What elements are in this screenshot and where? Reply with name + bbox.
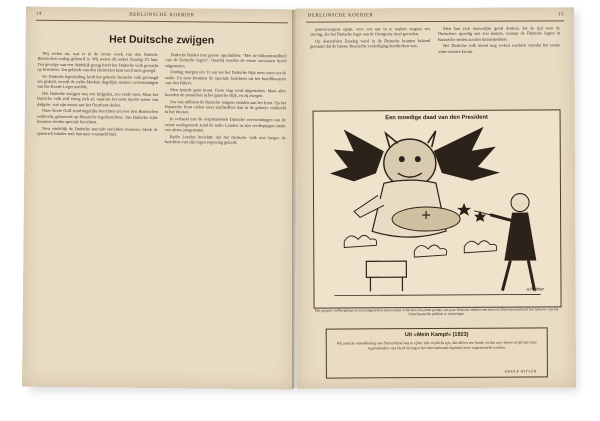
paragraph: Zondag morgen om 11 uur zei het Duitsche Rijk niets meer tot de radio. En toen kwamen de speciale berichten uit het hoofdkwartier van den Führer.: [165, 69, 287, 86]
right-page: [296, 7, 576, 388]
article-headline: Het Duitsche zwijgen: [109, 33, 215, 47]
paragraph: Duitsche bladen met groote opschriften: "Met de bliksemsnelheid van de Duitsche legers". Daarbij werden de eerste successen breed uitgemeten.: [165, 52, 287, 68]
left-column-1: [34, 51, 158, 377]
paragraph: Radio Londen berichtte dat het Duitsche volk niet langer de berichten van zijn eigen regeering gelooft.: [164, 133, 286, 145]
demon-eye: [399, 156, 405, 162]
right-page-number: 15: [558, 12, 565, 18]
demon-eye: [415, 156, 421, 162]
left-column-2: [162, 52, 286, 378]
bat-wing-right: [434, 127, 500, 181]
ground: [335, 294, 541, 295]
paragraph: Onze Korte Golf zond dagelijks berichten uit over den Russischen veldtocht, gebaseerd op Russische legerberichten. Van Duitsche zijde kwamen slechts speciale berichten.: [36, 108, 158, 125]
left-running-head: BERLIJNSCHE KOERIER: [129, 12, 195, 19]
paragraph: Toen eindelijk de Duitsche speciale berichten kwamen, bleek de opmarsch minder snel dan men voorspeld had.: [36, 125, 158, 137]
cartoon-title: Een moedige daad van den President: [385, 114, 488, 122]
quote-text: Wij zond de ontwikkeling van Duitschland nog te zijner tijd verplicht zijn, dat alleen een harde en dus zeer stoere strijd met onze tegenstanders van bleek tot tegen het internationale kapitaal meer ongewenscht worden.: [336, 340, 537, 351]
cloud: [344, 235, 376, 247]
left-header-rule: [36, 20, 288, 24]
paragraph: In verband met de verpletterende Duitsche overwinningen van de eerste oorlogsweek zond de radio Londen in zijn verdiepingen onder een nieuw programma.: [164, 116, 286, 133]
cartoon-illustration: [314, 110, 561, 307]
cloud: [464, 241, 496, 253]
right-header-rule: [306, 20, 564, 22]
left-page-number: 14: [35, 11, 42, 17]
quote-title: Uit »Mein Kampf« (1923): [404, 331, 469, 339]
paragraph: Zes van millioen de Duitsche jongens stonden aan het front. Op het Russische front vielen meer slachtoffers dan in de geheele veldtocht in het Westen.: [164, 98, 287, 115]
cloud: [414, 245, 446, 257]
paragraph: Men hoorde geen krant. Geen vlag werd uitgestoken. Maar alles hoorden de menschen in het gansche Rijk, en zij zwegen.: [165, 86, 287, 99]
president-arm: [490, 215, 512, 221]
paragraph: Het Duitsche zwijgen was een krijgslist, zoo zeide men. Maar het Duitsche volk zelf vroeg zich af, waarom het niets mocht weten van datgene, wat zijn zonen aan het Oostfront deden.: [36, 90, 159, 108]
cartoon-frame: [313, 109, 562, 308]
cartoon-caption: Met gepaste welbesparing en een aangestoken neuswarmer is het den President gelukt, een paar Duitsche duikbooten met een Duitschen buitenst het behoeve van het Amerikaansche publiek te vernietigen.: [314, 307, 559, 317]
quote-author: ADOLF HITLER: [504, 369, 537, 374]
paragraph: Het Duitsche volk moest nog weken wachten voordat het eerste echte nieuws kwam.: [438, 42, 561, 54]
table: [366, 261, 406, 277]
paragraph: Men kon zich nauwelijks geval denken, dat de tijd voor de Duitschers spoedig aan zou komen, waarop de Duitsche legers in Russische steden zouden binnentrekken.: [438, 25, 561, 42]
paragraph: pantserwagens sprak, voor een uur in te maken wegens zes storing, die het Duitsche leger aan de Oostgrens deed gevoelen.: [310, 26, 431, 37]
paint-brush: [474, 211, 490, 215]
right-running-head: BERLIJNSCHE KOERIER: [308, 13, 374, 19]
bat-wing-left: [330, 129, 384, 181]
paragraph: Wij weten nu, wat er in de eerste week van den Duitsch-Russischen oorlog gebeurd is. Wij weten dit sedert Zondag 29 Juni. Ten gevolge van een duidelijk gezag heeft het Duitsche volk gewacht op berichten. Ten gebiede van den Duitschen kant werd niets gezegd.: [37, 50, 159, 73]
paragraph: De Duitsche legerleiding heeft het geheele Duitsche volk gevraagd om geduld, terwijl de radio Moskou dagelijks nieuwe overwinningen van het Roode Leger meldde.: [37, 73, 159, 90]
cartoon-signature: a.h.gloor: [526, 286, 545, 292]
right-column-2: [438, 25, 560, 106]
president-head: [511, 194, 529, 212]
right-column-1: [310, 26, 430, 107]
paragraph: Op denzelfden Zondag werd in de Duitsche kranten bekend gemaakt dat de laatste Russische verdediging doorbroken was.: [310, 38, 431, 50]
quote-box: [326, 327, 548, 378]
left-page: [22, 7, 298, 390]
